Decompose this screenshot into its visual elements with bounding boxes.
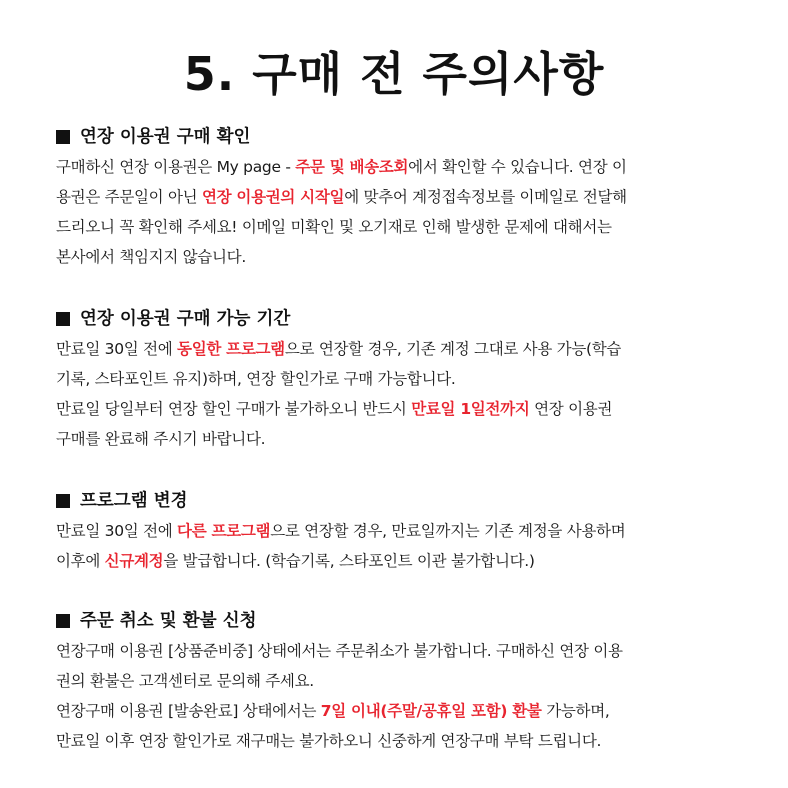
body-line [56, 666, 746, 696]
body-line [56, 242, 746, 272]
section-cancel-refund [56, 606, 746, 756]
body-line [56, 726, 746, 756]
body-text: 만료일 30일 전에 [56, 340, 178, 358]
highlight-text: 신규계정 [104, 552, 164, 570]
body-text: 에 맞추어 계정접속정보를 이메일로 전달해 [344, 188, 627, 206]
body-text: 본사에서 책임지지 않습니다. [56, 248, 246, 266]
section-purchase-period [56, 304, 746, 454]
body-text: 권의 환불은 고객센터로 문의해 주세요. [56, 672, 314, 690]
bullet-square-icon [56, 130, 70, 144]
highlight-text: 7일 이내(주말/공휴일 포함) 환불 [320, 702, 542, 720]
body-line [56, 364, 746, 394]
body-line [56, 516, 746, 546]
body-line [56, 394, 746, 424]
body-line [56, 636, 746, 666]
body-text: 에서 확인할 수 있습니다. 연장 이 [408, 158, 627, 176]
bullet-square-icon [56, 614, 70, 628]
body-text: 가능하며, [541, 702, 610, 720]
highlight-text: 만료일 1일전까지 [411, 400, 530, 418]
body-text: 을 발급합니다. (학습기록, 스타포인트 이관 불가합니다.) [163, 552, 535, 570]
highlight-text: 동일한 프로그램 [177, 340, 285, 358]
body-text: 만료일 이후 연장 할인가로 재구매는 불가하오니 신중하게 연장구매 부탁 드립니다. [56, 732, 602, 750]
section-program-change [56, 486, 746, 576]
highlight-text: 다른 프로그램 [177, 522, 271, 540]
body-text: 만료일 30일 전에 [56, 522, 178, 540]
body-text: 연장구매 이용권 [상품준비중] 상태에서는 주문취소가 불가합니다. 구매하신 연장 이용 [56, 642, 623, 660]
body-text: 구매를 완료해 주시기 바랍니다. [56, 430, 266, 448]
section-heading [56, 122, 746, 152]
body-text: 구매하신 연장 이용권은 My page - [56, 158, 296, 176]
highlight-text: 주문 및 배송조회 [295, 158, 409, 176]
page-title: 5. 구매 전 주의사항 [183, 47, 605, 101]
bullet-square-icon [56, 312, 70, 326]
body-line [56, 546, 746, 576]
body-text: 연장 이용권 [529, 400, 613, 418]
section-heading-text: 연장 이용권 구매 확인 [80, 127, 251, 147]
body-line [56, 334, 746, 364]
body-line [56, 212, 746, 242]
section-heading-text: 프로그램 변경 [80, 491, 188, 511]
body-text: 드리오니 꼭 확인해 주세요! 이메일 미확인 및 오기재로 인해 발생한 문제에 대해서는 [56, 218, 612, 236]
body-text: 이후에 [56, 552, 105, 570]
body-line [56, 424, 746, 454]
body-text: 용권은 주문일이 아닌 [56, 188, 202, 206]
body-text: 연장구매 이용권 [발송완료] 상태에서는 [56, 702, 321, 720]
section-heading [56, 486, 746, 516]
bullet-square-icon [56, 494, 70, 508]
section-heading-text: 연장 이용권 구매 가능 기간 [80, 309, 291, 329]
body-text: 으로 연장할 경우, 기존 계정 그대로 사용 가능(학습 [284, 340, 622, 358]
section-purchase-check [56, 122, 746, 272]
body-text: 기록, 스타포인트 유지)하며, 연장 할인가로 구매 가능합니다. [56, 370, 456, 388]
section-heading [56, 606, 746, 636]
body-text: 으로 연장할 경우, 만료일까지는 기존 계정을 사용하며 [270, 522, 626, 540]
highlight-text: 연장 이용권의 시작일 [201, 188, 345, 206]
section-heading [56, 304, 746, 334]
section-heading-text: 주문 취소 및 환불 신청 [80, 611, 257, 631]
body-text: 만료일 당일부터 연장 할인 구매가 불가하오니 반드시 [56, 400, 412, 418]
body-line [56, 152, 746, 182]
body-line [56, 182, 746, 212]
body-line [56, 696, 746, 726]
